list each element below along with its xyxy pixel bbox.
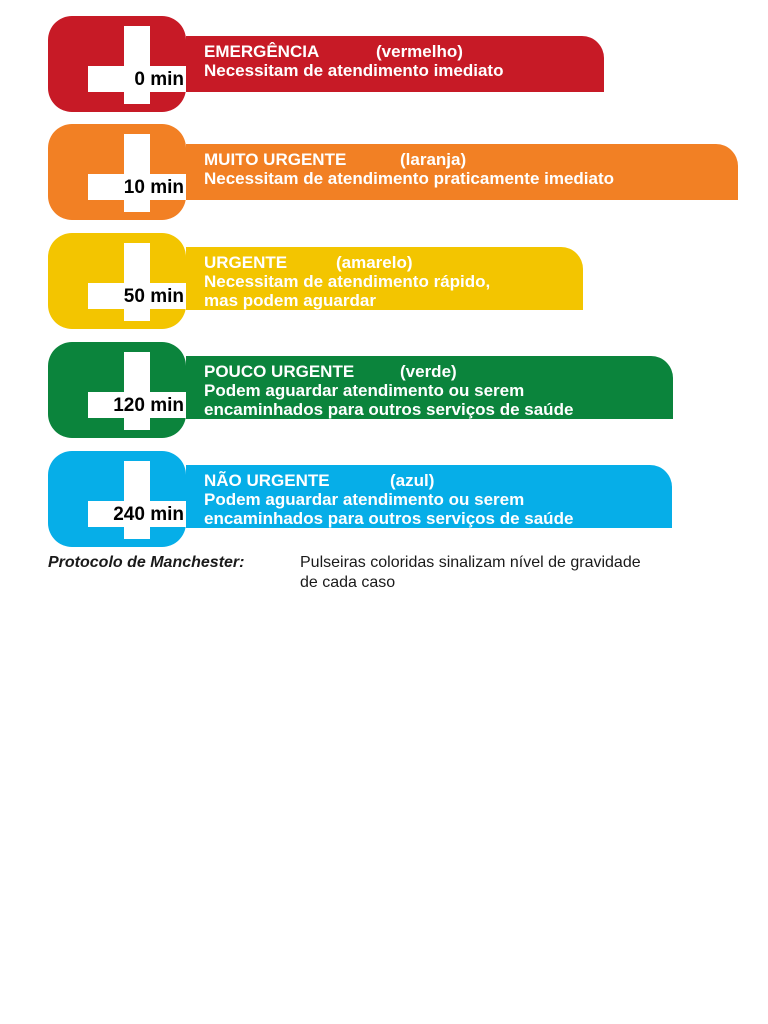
- level-title: [204, 253, 583, 272]
- level-name: URGENTE: [204, 253, 288, 272]
- medical-cross-icon: [88, 16, 186, 112]
- level-name: MUITO URGENTE: [204, 150, 347, 169]
- level-nao-urgente: [0, 451, 768, 547]
- level-title: [204, 471, 672, 490]
- level-name: POUCO URGENTE: [204, 362, 355, 381]
- caption-text: Pulseiras coloridas sinalizam nível de gravidade de cada caso: [300, 554, 641, 591]
- caption-label: Protocolo de Manchester:: [48, 554, 245, 571]
- level-description-line: Necessitam de atendimento praticamente imediato: [204, 169, 615, 188]
- level-description-line: encaminhados para outros serviços de saúde: [204, 400, 574, 419]
- level-muito-urgente: [0, 124, 768, 220]
- wait-time: 240 min: [113, 504, 184, 525]
- wait-time: 0 min: [134, 69, 184, 90]
- medical-cross-icon: [88, 342, 186, 438]
- level-name: EMERGÊNCIA: [204, 42, 320, 61]
- level-title: [204, 150, 738, 169]
- level-description-line: Necessitam de atendimento imediato: [204, 61, 504, 80]
- medical-cross-icon: [88, 124, 186, 220]
- level-color-label: (amarelo): [336, 253, 413, 272]
- level-description-line: Necessitam de atendimento rápido,: [204, 272, 491, 291]
- level-description-line: mas podem aguardar: [204, 291, 376, 310]
- level-urgente: [0, 233, 768, 329]
- level-band: [186, 465, 672, 528]
- level-description-line: encaminhados para outros serviços de saúde: [204, 509, 574, 528]
- level-pouco-urgente: [0, 342, 768, 438]
- level-color-label: (laranja): [400, 150, 467, 169]
- level-description-line: Podem aguardar atendimento ou serem: [204, 490, 525, 509]
- wait-time: 10 min: [123, 177, 184, 198]
- wait-time: 50 min: [123, 286, 184, 307]
- level-color-label: (verde): [400, 362, 457, 381]
- level-emergencia: [0, 16, 768, 112]
- level-band: [186, 356, 673, 419]
- level-band: [186, 36, 604, 92]
- wait-time: 120 min: [113, 395, 184, 416]
- level-band: [186, 247, 583, 310]
- medical-cross-icon: [88, 451, 186, 547]
- level-title: [204, 42, 604, 61]
- level-color-label: (azul): [390, 471, 435, 490]
- level-title: [204, 362, 673, 381]
- level-band: [186, 144, 738, 200]
- level-color-label: (vermelho): [376, 42, 463, 61]
- medical-cross-icon: [88, 233, 186, 329]
- level-description-line: Podem aguardar atendimento ou serem: [204, 381, 525, 400]
- level-name: NÃO URGENTE: [204, 471, 330, 490]
